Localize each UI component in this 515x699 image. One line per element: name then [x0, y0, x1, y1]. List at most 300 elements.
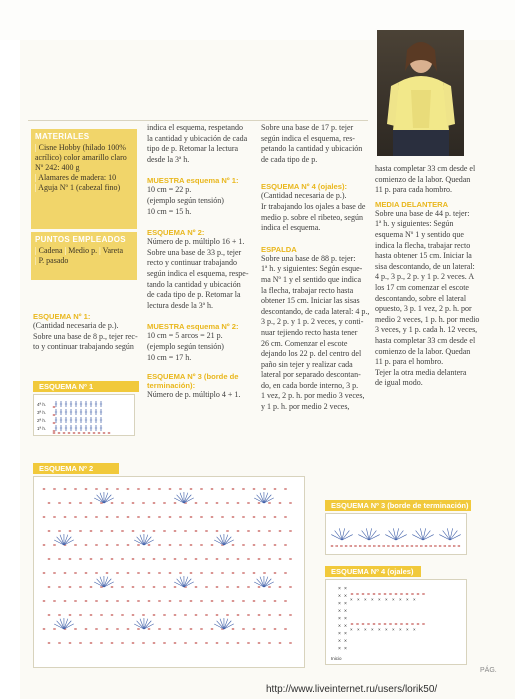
chain-symbol — [263, 488, 265, 489]
chain-symbol — [232, 600, 234, 601]
chain-symbol — [106, 600, 108, 601]
chain-symbol — [74, 544, 76, 545]
chain-symbol — [127, 516, 129, 517]
chain-symbol — [142, 586, 144, 587]
chain-symbol — [142, 502, 144, 503]
chain-symbol — [85, 572, 87, 573]
chain-symbol — [53, 430, 55, 431]
chain-symbol — [369, 545, 371, 546]
chain-symbol — [83, 432, 85, 433]
single-crochet-symbol: × — [344, 616, 347, 622]
fan-stitch — [97, 579, 104, 587]
materials-title: MATERIALES — [35, 132, 90, 141]
text-line: lectura desde la 3ª h. — [147, 300, 213, 310]
single-crochet-symbol: × — [357, 597, 360, 602]
chain-symbol — [211, 628, 213, 629]
text-line: medio 2 veces, 1 p. h. por medio — [375, 314, 480, 324]
chain-symbol — [158, 600, 160, 601]
chain-symbol — [221, 516, 223, 517]
fan-stitch — [331, 535, 342, 540]
text-line: Número de p. múltiplo 16 + 1. — [147, 237, 245, 247]
chain-symbol — [351, 623, 353, 624]
single-crochet-symbol: × — [350, 597, 353, 602]
chain-symbol — [211, 488, 213, 489]
chain-symbol — [284, 544, 286, 545]
chain-symbol — [64, 516, 66, 517]
chain-symbol — [237, 586, 239, 587]
text-line: 1ª h. y siguientes: Según — [375, 219, 454, 229]
chain-symbol — [142, 530, 144, 531]
chain-symbol — [132, 586, 134, 587]
chain-symbol — [174, 642, 176, 643]
chain-symbol — [116, 488, 118, 489]
chain-symbol — [137, 600, 139, 601]
chain-symbol — [237, 558, 239, 559]
chain-symbol — [48, 530, 50, 531]
chain-symbol — [121, 642, 123, 643]
chain-symbol — [190, 600, 192, 601]
chain-symbol — [416, 545, 418, 546]
chain-symbol — [179, 544, 181, 545]
chain-symbol — [400, 593, 402, 594]
chain-symbol — [73, 432, 75, 433]
chain-symbol — [184, 530, 186, 531]
chain-symbol — [226, 558, 228, 559]
chain-symbol — [142, 642, 144, 643]
chain-symbol — [148, 516, 150, 517]
chain-symbol — [237, 614, 239, 615]
chain-symbol — [43, 516, 45, 517]
chain-symbol — [226, 502, 228, 503]
text-line: 3 veces, y 1 p. cada h. 12 veces, — [375, 325, 478, 335]
chain-symbol — [174, 586, 176, 587]
section-heading: ESPALDA — [261, 244, 297, 254]
chain-symbol — [148, 488, 150, 489]
chain-symbol — [163, 586, 165, 587]
single-crochet-symbol: × — [413, 627, 416, 632]
single-crochet-symbol: × — [350, 627, 353, 632]
chain-symbol — [106, 572, 108, 573]
chain-symbol — [100, 642, 102, 643]
chain-symbol — [284, 572, 286, 573]
fan-stitch — [57, 537, 64, 545]
chain-symbol — [158, 488, 160, 489]
start-label: Inicio — [331, 656, 342, 661]
text-line: hasta obtener 15 cm. Iniciar la — [375, 251, 472, 261]
chain-symbol — [274, 544, 276, 545]
chain-symbol — [289, 614, 291, 615]
chain-symbol — [100, 502, 102, 503]
chain-symbol — [378, 623, 380, 624]
text-line: desde la 3ª h. — [147, 154, 190, 164]
fan-stitch — [264, 495, 271, 503]
chain-symbol — [132, 642, 134, 643]
chain-symbol — [258, 642, 260, 643]
text-line: nuar tejiendo recto hasta tener — [261, 327, 358, 337]
chain-symbol — [205, 642, 207, 643]
chain-symbol — [63, 432, 65, 433]
text-line: 1 vez, 2 p. h. por medio 3 veces, — [261, 391, 365, 401]
chain-symbol — [85, 516, 87, 517]
chain-symbol — [90, 502, 92, 503]
single-crochet-symbol: × — [344, 638, 347, 645]
chain-symbol — [184, 558, 186, 559]
text-line: sisa descontando, de un lateral: — [375, 261, 475, 271]
fan-stitch — [97, 495, 104, 503]
chain-symbol — [417, 623, 419, 624]
chain-symbol — [263, 628, 265, 629]
materials-box — [31, 129, 137, 229]
text-line: 10 cm = 5 arcos = 21 p. — [147, 331, 223, 341]
esquema1-instructions — [33, 312, 143, 353]
stitch-grid — [53, 401, 110, 434]
chain-symbol — [127, 628, 129, 629]
chain-symbol — [279, 642, 281, 643]
chain-symbol — [242, 488, 244, 489]
chain-symbol — [90, 530, 92, 531]
chain-symbol — [74, 600, 76, 601]
chain-symbol — [253, 544, 255, 545]
text-line: to y continuar trabajando según — [33, 342, 134, 352]
single-crochet-symbol: × — [392, 627, 395, 632]
chain-symbol — [226, 614, 228, 615]
chain-symbol — [242, 544, 244, 545]
chain-symbol — [411, 623, 413, 624]
chain-symbol — [100, 530, 102, 531]
chain-symbol — [43, 572, 45, 573]
single-crochet-symbol: × — [378, 627, 381, 632]
chain-symbol — [453, 545, 455, 546]
single-crochet-symbol: × — [413, 597, 416, 602]
single-crochet-symbol: × — [378, 597, 381, 602]
esquema1-label: ESQUEMA Nº 1 — [33, 381, 139, 392]
text-line: dejando los 22 p. del centro del — [261, 349, 362, 359]
text-line: Sobre una base de 44 p. tejer: — [375, 208, 470, 218]
text-line: los 17 cm comenzar el escote — [375, 282, 469, 292]
chain-symbol — [53, 516, 55, 517]
chain-symbol — [148, 544, 150, 545]
row-label: 2ª h. — [37, 418, 47, 423]
single-crochet-symbol: × — [392, 597, 395, 602]
chain-symbol — [132, 502, 134, 503]
chain-symbol — [247, 558, 249, 559]
chain-symbol — [364, 545, 366, 546]
chain-symbol — [237, 642, 239, 643]
list-item: | Cisne Hobby (hilado 100% — [35, 143, 126, 152]
chain-symbol — [142, 614, 144, 615]
chain-symbol — [58, 586, 60, 587]
chain-symbol — [153, 502, 155, 503]
chain-symbol — [153, 642, 155, 643]
single-crochet-symbol: × — [364, 597, 367, 602]
chain-symbol — [137, 488, 139, 489]
chain-symbol — [48, 558, 50, 559]
single-crochet-symbol: × — [357, 627, 360, 632]
chain-symbol — [289, 586, 291, 587]
esquema4-svg — [326, 580, 466, 664]
chain-symbol — [127, 600, 129, 601]
chain-symbol — [111, 558, 113, 559]
chain-symbol — [395, 593, 397, 594]
chain-symbol — [153, 614, 155, 615]
esquema2-svg — [34, 477, 304, 667]
chain-symbol — [58, 642, 60, 643]
chain-symbol — [163, 530, 165, 531]
chain-symbol — [268, 530, 270, 531]
chain-symbol — [79, 558, 81, 559]
chain-symbol — [387, 545, 389, 546]
chain-symbol — [79, 614, 81, 615]
chain-symbol — [216, 614, 218, 615]
fan-stitch — [217, 537, 224, 545]
chain-symbol — [85, 600, 87, 601]
chain-symbol — [232, 516, 234, 517]
chain-symbol — [373, 593, 375, 594]
chain-symbol — [179, 572, 181, 573]
single-crochet-symbol: × — [406, 627, 409, 632]
chain-symbol — [106, 628, 108, 629]
text-line: la cantidad y ubicación de cada — [147, 133, 248, 143]
chain-symbol — [392, 545, 394, 546]
text-line: Sobre una base de 33 p., tejer — [147, 247, 242, 257]
single-crochet-symbol: × — [344, 631, 347, 637]
chain-symbol — [43, 628, 45, 629]
chain-symbol — [211, 544, 213, 545]
chain-symbol — [253, 488, 255, 489]
chain-symbol — [384, 593, 386, 594]
fan-stitch — [412, 535, 423, 540]
chain-symbol — [43, 600, 45, 601]
chain-symbol — [400, 623, 402, 624]
text-line: 1ª h. y siguientes: Según esque- — [261, 264, 363, 274]
text-line: descontando, de cada lateral: 4 p., — [261, 306, 370, 316]
chain-symbol — [148, 628, 150, 629]
chain-symbol — [116, 516, 118, 517]
chain-symbol — [68, 432, 70, 433]
chain-symbol — [190, 572, 192, 573]
chain-symbol — [284, 516, 286, 517]
fan-stitch — [257, 495, 264, 503]
chain-symbol — [190, 488, 192, 489]
chain-symbol — [200, 572, 202, 573]
chain-symbol — [289, 530, 291, 531]
chain-symbol — [448, 545, 450, 546]
chain-symbol — [48, 642, 50, 643]
chain-symbol — [111, 614, 113, 615]
chain-symbol — [274, 600, 276, 601]
fan-stitch — [385, 535, 396, 540]
text-line: la flecha, trabajar recto hasta — [261, 285, 354, 295]
page-label: PÁG. — [480, 667, 497, 674]
chain-symbol — [174, 530, 176, 531]
chain-symbol — [247, 642, 249, 643]
chain-symbol — [111, 530, 113, 531]
chain-symbol — [184, 642, 186, 643]
chain-symbol — [205, 586, 207, 587]
text-line: indica el esquema, respetando — [147, 123, 243, 132]
stitch-grid — [43, 488, 292, 643]
chain-symbol — [279, 558, 281, 559]
chain-symbol — [153, 586, 155, 587]
fan-stitch — [264, 579, 271, 587]
text-line: recto y continuar trabajando — [147, 258, 237, 268]
fan-stitch — [358, 535, 369, 540]
fan-stitch — [184, 495, 191, 503]
chain-symbol — [345, 545, 347, 546]
chain-symbol — [116, 600, 118, 601]
chain-symbol — [53, 414, 55, 415]
chain-symbol — [48, 586, 50, 587]
chain-symbol — [289, 502, 291, 503]
chain-symbol — [132, 614, 134, 615]
section-heading: ESQUEMA Nº 3 (borde de — [147, 372, 239, 382]
chain-symbol — [158, 544, 160, 545]
chain-symbol — [100, 558, 102, 559]
chain-symbol — [237, 530, 239, 531]
chain-symbol — [174, 558, 176, 559]
list-item: Nº 242: 400 g — [35, 163, 80, 172]
single-crochet-symbol: × — [385, 597, 388, 602]
chain-symbol — [169, 572, 171, 573]
single-crochet-symbol: × — [338, 593, 341, 600]
chain-symbol — [284, 628, 286, 629]
fan-stitch — [224, 621, 231, 629]
text-line: (ejemplo según tensión) — [147, 195, 224, 205]
chain-symbol — [58, 502, 60, 503]
chain-symbol — [169, 628, 171, 629]
chain-symbol — [163, 642, 165, 643]
fan-stitch — [184, 579, 191, 587]
chain-symbol — [331, 545, 333, 546]
chain-symbol — [95, 572, 97, 573]
chain-symbol — [247, 614, 249, 615]
chain-symbol — [69, 614, 71, 615]
text-line: paño sin tejer y realizar cada — [261, 359, 353, 369]
chain-symbol — [258, 614, 260, 615]
chain-symbol — [111, 502, 113, 503]
chain-symbol — [137, 544, 139, 545]
chain-symbol — [148, 572, 150, 573]
chain-symbol — [383, 545, 385, 546]
chain-symbol — [422, 593, 424, 594]
fan-stitch — [369, 535, 380, 540]
chain-symbol — [95, 488, 97, 489]
single-crochet-symbol: × — [344, 623, 347, 630]
fan-stitch — [423, 535, 434, 540]
stitch-grid — [331, 528, 461, 546]
chain-symbol — [179, 516, 181, 517]
text-line: Número de p. múltiplo 4 + 1. — [147, 390, 241, 400]
fan-stitch — [439, 535, 450, 540]
chain-symbol — [195, 614, 197, 615]
single-crochet-symbol: × — [399, 597, 402, 602]
chain-symbol — [406, 623, 408, 624]
chain-symbol — [226, 642, 228, 643]
chain-symbol — [356, 593, 358, 594]
chain-symbol — [137, 516, 139, 517]
section-heading: ESQUEMA Nº 2: — [147, 228, 205, 238]
stitches-title: PUNTOS EMPLEADOS — [35, 235, 126, 244]
column-2 — [147, 123, 257, 401]
chain-symbol — [205, 530, 207, 531]
chain-symbol — [444, 545, 446, 546]
fan-stitch — [104, 495, 111, 503]
chain-symbol — [373, 545, 375, 546]
chain-symbol — [411, 545, 413, 546]
chain-symbol — [64, 600, 66, 601]
chain-symbol — [174, 502, 176, 503]
chain-symbol — [253, 516, 255, 517]
chain-symbol — [158, 516, 160, 517]
text-line: esquema Nº 1 y sentido que — [375, 229, 464, 239]
chain-symbol — [69, 586, 71, 587]
text-line: tando la cantidad y ubicación — [147, 279, 241, 289]
chain-symbol — [237, 502, 239, 503]
chain-symbol — [425, 545, 427, 546]
single-crochet-symbol: × — [371, 597, 374, 602]
chain-symbol — [439, 545, 441, 546]
fan-stitch — [64, 621, 71, 629]
list-item: | Cadena | Medio p. | Vareta — [35, 246, 124, 255]
chain-symbol — [116, 628, 118, 629]
chain-symbol — [53, 432, 55, 433]
chain-symbol — [373, 623, 375, 624]
chain-symbol — [195, 530, 197, 531]
chain-symbol — [354, 545, 356, 546]
single-crochet-symbol: × — [371, 627, 374, 632]
stitches-box — [31, 232, 137, 280]
fan-stitch — [396, 535, 407, 540]
chain-symbol — [95, 628, 97, 629]
chain-symbol — [221, 488, 223, 489]
chain-symbol — [268, 558, 270, 559]
text-line: hasta completar 33 cm desde el — [375, 164, 476, 173]
text-line: según indica el esquema, res- — [261, 133, 355, 143]
chain-symbol — [53, 544, 55, 545]
chain-symbol — [274, 516, 276, 517]
chain-symbol — [137, 572, 139, 573]
chain-symbol — [258, 530, 260, 531]
text-line: Tejer la otra media delantera — [375, 367, 467, 377]
chain-symbol — [216, 642, 218, 643]
chain-symbol — [284, 600, 286, 601]
chain-symbol — [64, 572, 66, 573]
chain-symbol — [279, 586, 281, 587]
chain-symbol — [90, 586, 92, 587]
chain-symbol — [268, 586, 270, 587]
chain-symbol — [378, 545, 380, 546]
chain-symbol — [226, 586, 228, 587]
chain-symbol — [389, 623, 391, 624]
chain-symbol — [78, 432, 80, 433]
section-heading: terminación): — [147, 381, 196, 391]
text-line: 3 p., 2 p. y 1 p. 2 veces, y conti- — [261, 317, 364, 327]
chain-symbol — [216, 530, 218, 531]
chain-symbol — [106, 488, 108, 489]
chain-symbol — [401, 545, 403, 546]
chain-symbol — [195, 502, 197, 503]
chain-symbol — [98, 432, 100, 433]
chain-symbol — [95, 544, 97, 545]
text-line: obtener 15 cm. Iniciar las sisas — [261, 296, 360, 306]
chain-symbol — [58, 558, 60, 559]
chain-symbol — [279, 502, 281, 503]
chain-symbol — [205, 558, 207, 559]
chain-symbol — [127, 488, 129, 489]
chain-symbol — [121, 558, 123, 559]
list-item: | Alamares de madera: 10 — [35, 173, 117, 182]
chain-symbol — [356, 623, 358, 624]
